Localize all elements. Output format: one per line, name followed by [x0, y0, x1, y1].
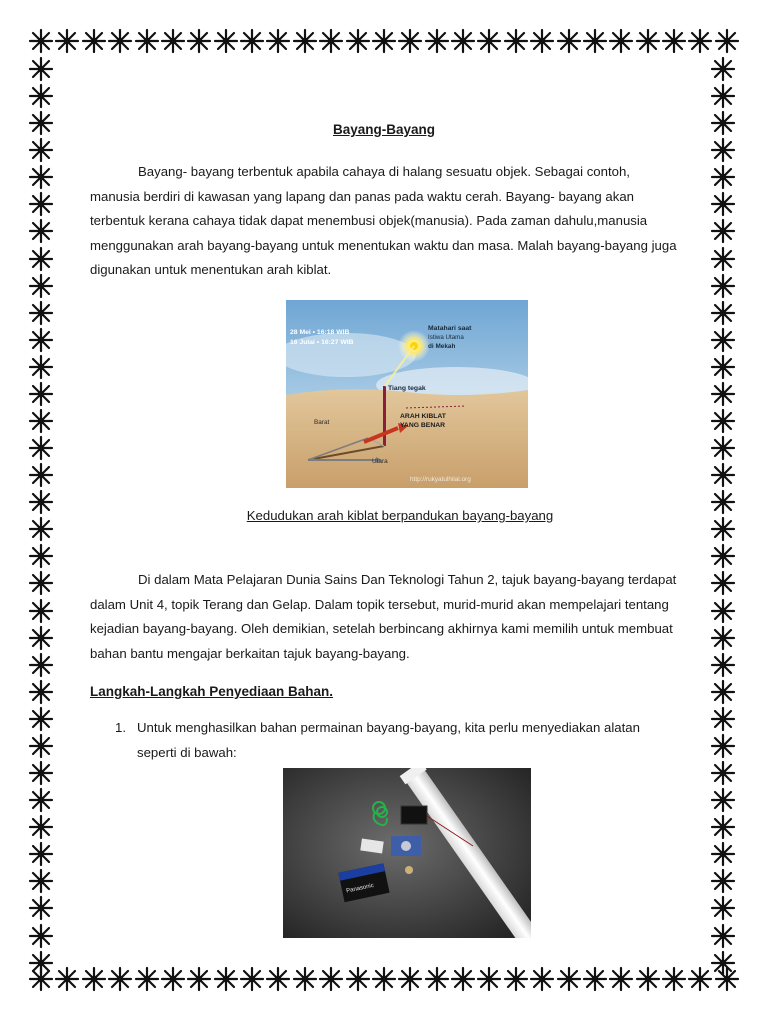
border-star-icon: [710, 625, 736, 651]
border-star-icon: [710, 895, 736, 921]
border-star-icon: [450, 966, 476, 992]
border-star-icon: [28, 273, 54, 299]
border-star-icon: [424, 966, 450, 992]
border-star-icon: [28, 354, 54, 380]
border-star-icon: [710, 408, 736, 434]
border-star-icon: [28, 787, 54, 813]
materials-photo: [283, 768, 531, 938]
border-star-icon: [81, 966, 107, 992]
border-star-icon: [710, 191, 736, 217]
border-star-icon: [28, 246, 54, 272]
materials-illustration: [283, 768, 531, 938]
border-star-icon: [54, 28, 80, 54]
border-star-icon: [710, 760, 736, 786]
border-star-icon: [710, 679, 736, 705]
border-star-icon: [710, 868, 736, 894]
steps-list: [115, 716, 680, 765]
border-star-icon: [28, 300, 54, 326]
border-star-icon: [28, 381, 54, 407]
north-label: Utara: [372, 458, 388, 465]
battery-label: Panasonic: [345, 882, 375, 895]
border-star-icon: [28, 760, 54, 786]
border-star-icon: [424, 28, 450, 54]
top-border: [28, 28, 740, 58]
page-title: Bayang-Bayang: [332, 122, 436, 137]
kiblat-shadow-figure: [286, 300, 528, 488]
kiblat-label-1: ARAH KIBLAT: [400, 413, 446, 420]
border-star-icon: [28, 814, 54, 840]
pole: [383, 386, 386, 446]
intro-paragraph: Bayang- bayang terbentuk apabila cahaya di halang sesuatu objek. Sebagai contoh, manusia berdiri di kawasan yang lapang dan panas pada waktu cerah. Bayang- bayang akan terbentuk kerana cahaya tidak dapat menembusi objek(manusia). Pada zaman dahulu,manusia menggunakan arah bayang-bayang untuk menentukan waktu dan masa. Malah bayang-bayang juga digunakan untuk menentukan arah kiblat.: [90, 164, 677, 277]
border-star-icon: [450, 28, 476, 54]
border-star-icon: [529, 966, 555, 992]
border-star-icon: [556, 28, 582, 54]
border-star-icon: [345, 966, 371, 992]
list-number: 1.: [115, 720, 126, 735]
border-star-icon: [661, 28, 687, 54]
border-star-icon: [710, 354, 736, 380]
border-star-icon: [239, 28, 265, 54]
border-star-icon: [608, 28, 634, 54]
bulb: [405, 866, 413, 874]
border-star-icon: [28, 923, 54, 949]
border-star-icon: [28, 327, 54, 353]
border-star-icon: [710, 218, 736, 244]
kiblat-label-2: YANG BENAR: [400, 422, 446, 429]
border-star-icon: [710, 787, 736, 813]
border-star-icon: [28, 895, 54, 921]
border-star-icon: [710, 327, 736, 353]
border-star-icon: [710, 462, 736, 488]
border-star-icon: [28, 83, 54, 109]
border-star-icon: [371, 28, 397, 54]
border-star-icon: [556, 966, 582, 992]
border-star-icon: [710, 950, 736, 976]
sun-label-2: Istiwa Utama: [428, 334, 464, 341]
border-star-icon: [239, 966, 265, 992]
border-star-icon: [661, 966, 687, 992]
border-star-icon: [318, 28, 344, 54]
border-star-icon: [710, 300, 736, 326]
border-star-icon: [635, 28, 661, 54]
border-star-icon: [134, 28, 160, 54]
border-star-icon: [28, 435, 54, 461]
border-star-icon: [28, 191, 54, 217]
time-label-1: 28 Mei • 16:18 WIB: [290, 329, 350, 336]
border-star-icon: [710, 381, 736, 407]
border-star-icon: [28, 652, 54, 678]
border-star-icon: [28, 164, 54, 190]
border-star-icon: [213, 28, 239, 54]
border-star-icon: [186, 28, 212, 54]
border-star-icon: [265, 28, 291, 54]
border-star-icon: [28, 625, 54, 651]
border-star-icon: [213, 966, 239, 992]
border-star-icon: [160, 966, 186, 992]
sun-label-1: Matahari saat: [428, 325, 472, 332]
border-star-icon: [371, 966, 397, 992]
list-text: Untuk menghasilkan bahan permainan bayang-bayang, kita perlu menyediakan alatan seperti di bawah:: [137, 720, 640, 760]
border-star-icon: [134, 966, 160, 992]
border-star-icon: [28, 462, 54, 488]
border-star-icon: [81, 28, 107, 54]
border-star-icon: [710, 733, 736, 759]
border-star-icon: [28, 950, 54, 976]
border-star-icon: [28, 408, 54, 434]
border-star-icon: [28, 218, 54, 244]
sand-ground: [286, 389, 528, 488]
border-star-icon: [107, 28, 133, 54]
border-star-icon: [710, 841, 736, 867]
border-star-icon: [160, 28, 186, 54]
border-star-icon: [710, 137, 736, 163]
pole-label: Tiang tegak: [388, 385, 426, 392]
border-star-icon: [54, 966, 80, 992]
kiblat-shadow-illustration: [286, 300, 528, 488]
border-star-icon: [476, 28, 502, 54]
border-star-icon: [714, 28, 740, 54]
border-star-icon: [582, 966, 608, 992]
section-heading: Langkah-Langkah Penyediaan Bahan.: [90, 684, 334, 699]
border-star-icon: [292, 966, 318, 992]
border-star-icon: [292, 28, 318, 54]
border-star-icon: [28, 679, 54, 705]
border-star-icon: [28, 28, 54, 54]
border-star-icon: [345, 28, 371, 54]
border-star-icon: [28, 570, 54, 596]
border-star-icon: [710, 598, 736, 624]
border-star-icon: [503, 28, 529, 54]
border-star-icon: [710, 273, 736, 299]
border-star-icon: [710, 543, 736, 569]
sun-label-3: di Mekah: [428, 343, 456, 350]
border-star-icon: [710, 435, 736, 461]
border-star-icon: [710, 814, 736, 840]
border-star-icon: [710, 56, 736, 82]
border-star-icon: [28, 841, 54, 867]
border-star-icon: [397, 28, 423, 54]
border-star-icon: [186, 966, 212, 992]
west-label: Barat: [314, 419, 330, 426]
border-star-icon: [28, 706, 54, 732]
time-label-2: 16 Julai • 16:27 WIB: [290, 339, 354, 346]
border-star-icon: [710, 706, 736, 732]
watermark: http://rukyatulhilal.org: [410, 476, 471, 483]
border-star-icon: [397, 966, 423, 992]
border-star-icon: [503, 966, 529, 992]
border-star-icon: [608, 966, 634, 992]
border-star-icon: [28, 137, 54, 163]
border-star-icon: [710, 246, 736, 272]
border-star-icon: [476, 966, 502, 992]
border-star-icon: [28, 598, 54, 624]
border-star-icon: [635, 966, 661, 992]
border-star-icon: [710, 923, 736, 949]
border-star-icon: [710, 652, 736, 678]
border-star-icon: [710, 164, 736, 190]
list-item: [115, 716, 680, 765]
border-star-icon: [28, 543, 54, 569]
border-star-icon: [710, 83, 736, 109]
border-star-icon: [318, 966, 344, 992]
bottom-border: [28, 966, 740, 996]
border-star-icon: [28, 56, 54, 82]
border-star-icon: [28, 868, 54, 894]
border-star-icon: [28, 733, 54, 759]
border-star-icon: [107, 966, 133, 992]
border-star-icon: [265, 966, 291, 992]
border-star-icon: [529, 28, 555, 54]
figure-caption: Kedudukan arah kiblat berpandukan bayang-bayang: [246, 508, 554, 523]
border-star-icon: [582, 28, 608, 54]
context-paragraph: Di dalam Mata Pelajaran Dunia Sains Dan Teknologi Tahun 2, tajuk bayang-bayang terdapat dalam Unit 4, topik Terang dan Gelap. Dalam topik tersebut, murid-murid akan mempelajari tentang kejadian bayang-bayang. Oleh demikian, setelah berbincang akhirnya kami memilih untuk membuat bahan bantu mengajar berkaitan tajuk bayang-bayang.: [90, 572, 677, 661]
border-star-icon: [710, 570, 736, 596]
border-star-icon: [687, 28, 713, 54]
